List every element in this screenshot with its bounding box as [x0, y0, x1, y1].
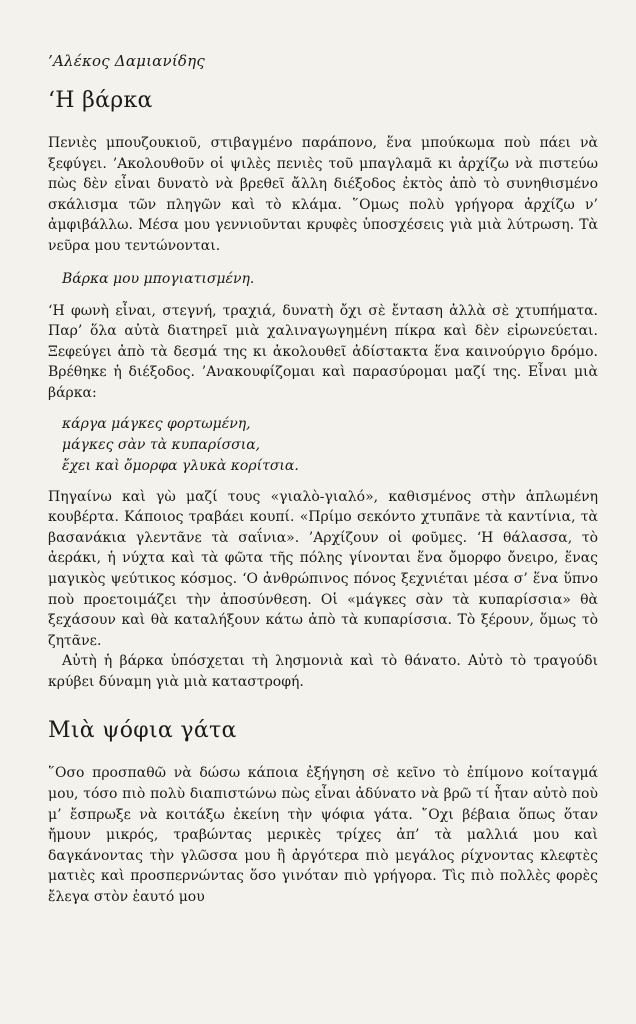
author-name: ’Αλέκος Δαμιανίδης [48, 52, 205, 70]
song-verse [62, 414, 598, 477]
verse-line: ἔχει καὶ ὄμορφα γλυκὰ κορίτσια. [62, 457, 299, 474]
song-line: Βάρκα μου μπογιατισμένη. [62, 270, 255, 287]
story-title-dead-cat: Μιὰ ψόφια γάτα [48, 718, 237, 744]
paragraph: ‘Η φωνὴ εἶναι, στεγνή, τραχιά, δυνατὴ ὄχι σὲ ἔνταση ἀλλὰ σὲ χτυπήματα. Παρ’ ὅλα αὐτὰ διατηρεῖ μιὰ χαλιναγωγημένη πίκρα καὶ δὲν εἰρωνεύεται. Ξεφεύγει ἀπὸ τὰ δεσμά της κι ἀκολουθεῖ ἀδίστακτα ἕνα καινούργιο δρόμο. Βρέθηκε ἡ διέξοδος. ’Ανακουφίζομαι καὶ παρασύρομαι μαζί της. Εἶναι μιὰ βάρκα: [48, 302, 598, 401]
verse-line: κάργα μάγκες φορτωμένη, [62, 415, 251, 432]
paragraph: Πηγαίνω καὶ γὼ μαζί τους «γιαλὸ-γιαλό», καθισμένος στὴν ἁπλωμένη κουβέρτα. Κάποιος τραβάει κουπί. «Πρίμο σεκόντο χτυπᾶνε τὰ καντίνια, τὰ βασανάκια γλεντᾶνε τὰ σαΐνια». ’Αρχίζουν οἱ φοῦμες. ‘Η θάλασσα, τὸ ἀεράκι, ἡ νύχτα καὶ τὰ φῶτα τῆς πόλης γίνονται ἕνα ὄμορφο ὄνειρο, ἕνας μαγικὸς ψεύτικος κόσμος. ‘Ο ἀνθρώπινος πόνος ξεχνιέται μέσα σ’ ἕνα ὕπνο ποὺ προετοιμάζει τὴν ἀποσύνθεση. Οἱ «μάγκες σὰν τὰ κυπαρίσσια» θὰ ξεχάσουν καὶ θὰ καταλήξουν κάτω ἀπὸ τὰ κυπαρίσσια. Τὸ ξέρουν, ὅμως τὸ ζητᾶνε. [48, 488, 598, 649]
story-title-boat: ‘Η βάρκα [48, 88, 153, 113]
paragraph: Αὐτὴ ἡ βάρκα ὑπόσχεται τὴ λησμονιὰ καὶ τὸ θάνατο. Αὐτὸ τὸ τραγούδι κρύβει δύναμη γιὰ μιὰ καταστροφή. [48, 653, 598, 690]
verse-line: μάγκες σὰν τὰ κυπαρίσσια, [62, 436, 261, 453]
paragraph: Πενιὲς μπουζουκιοῦ, στιβαγμένο παράπονο, ἕνα μπούκωμα ποὺ πάει νὰ ξεφύγει. ’Ακολουθοῦν οἱ ψιλὲς πενιὲς τοῦ μπαγλαμᾶ κι ἀρχίζω νὰ πιστεύω πὼς δὲν εἶναι δυνατὸ νὰ βρεθεῖ ἄλλη διέξοδος ἐκτὸς ἀπὸ τὸ συνηθισμένο σκάλισμα τῶν πληγῶν καὶ τὸ κλάμα. ῞Ομως πολὺ γρήγορα ἀρχίζω ν’ ἀμφιβάλλω. Μέσα μου γεννιοῦνται κρυφὲς ὑποσχέσεις γιὰ μιὰ λύτρωση. Τὰ νεῦρα μου τεντώνονται. [48, 135, 598, 254]
paragraph: ῞Οσο προσπαθῶ νὰ δώσω κάποια ἐξήγηση σὲ κεῖνο τὸ ἐπίμονο κοίταγμά μου, τόσο πιὸ πολὺ διαπιστώνω πὼς εἶναι ἀδύνατο νὰ βρῶ τί ἦταν αὐτὸ ποὺ μ’ ἔσπρωξε νὰ κοιτάξω ἐκείνη τὴν ψόφια γάτα. ῎Οχι βέβαια ὅπως ὅταν ἤμουν μικρός, τραβώντας μερικὲς τρίχες ἀπ’ τὰ μαλλιά μου καὶ δαγκάνοντας τὴν γλῶσσα μου ἢ ἀργότερα πιὸ μεγάλος ρίχνοντας κλεφτὲς ματιὲς καὶ προσπερνώντας ὅσο γινόταν πιὸ γρήγορα. Τὶς πιὸ πολλὲς φορὲς ἔλεγα στὸν ἑαυτό μου [48, 765, 598, 906]
